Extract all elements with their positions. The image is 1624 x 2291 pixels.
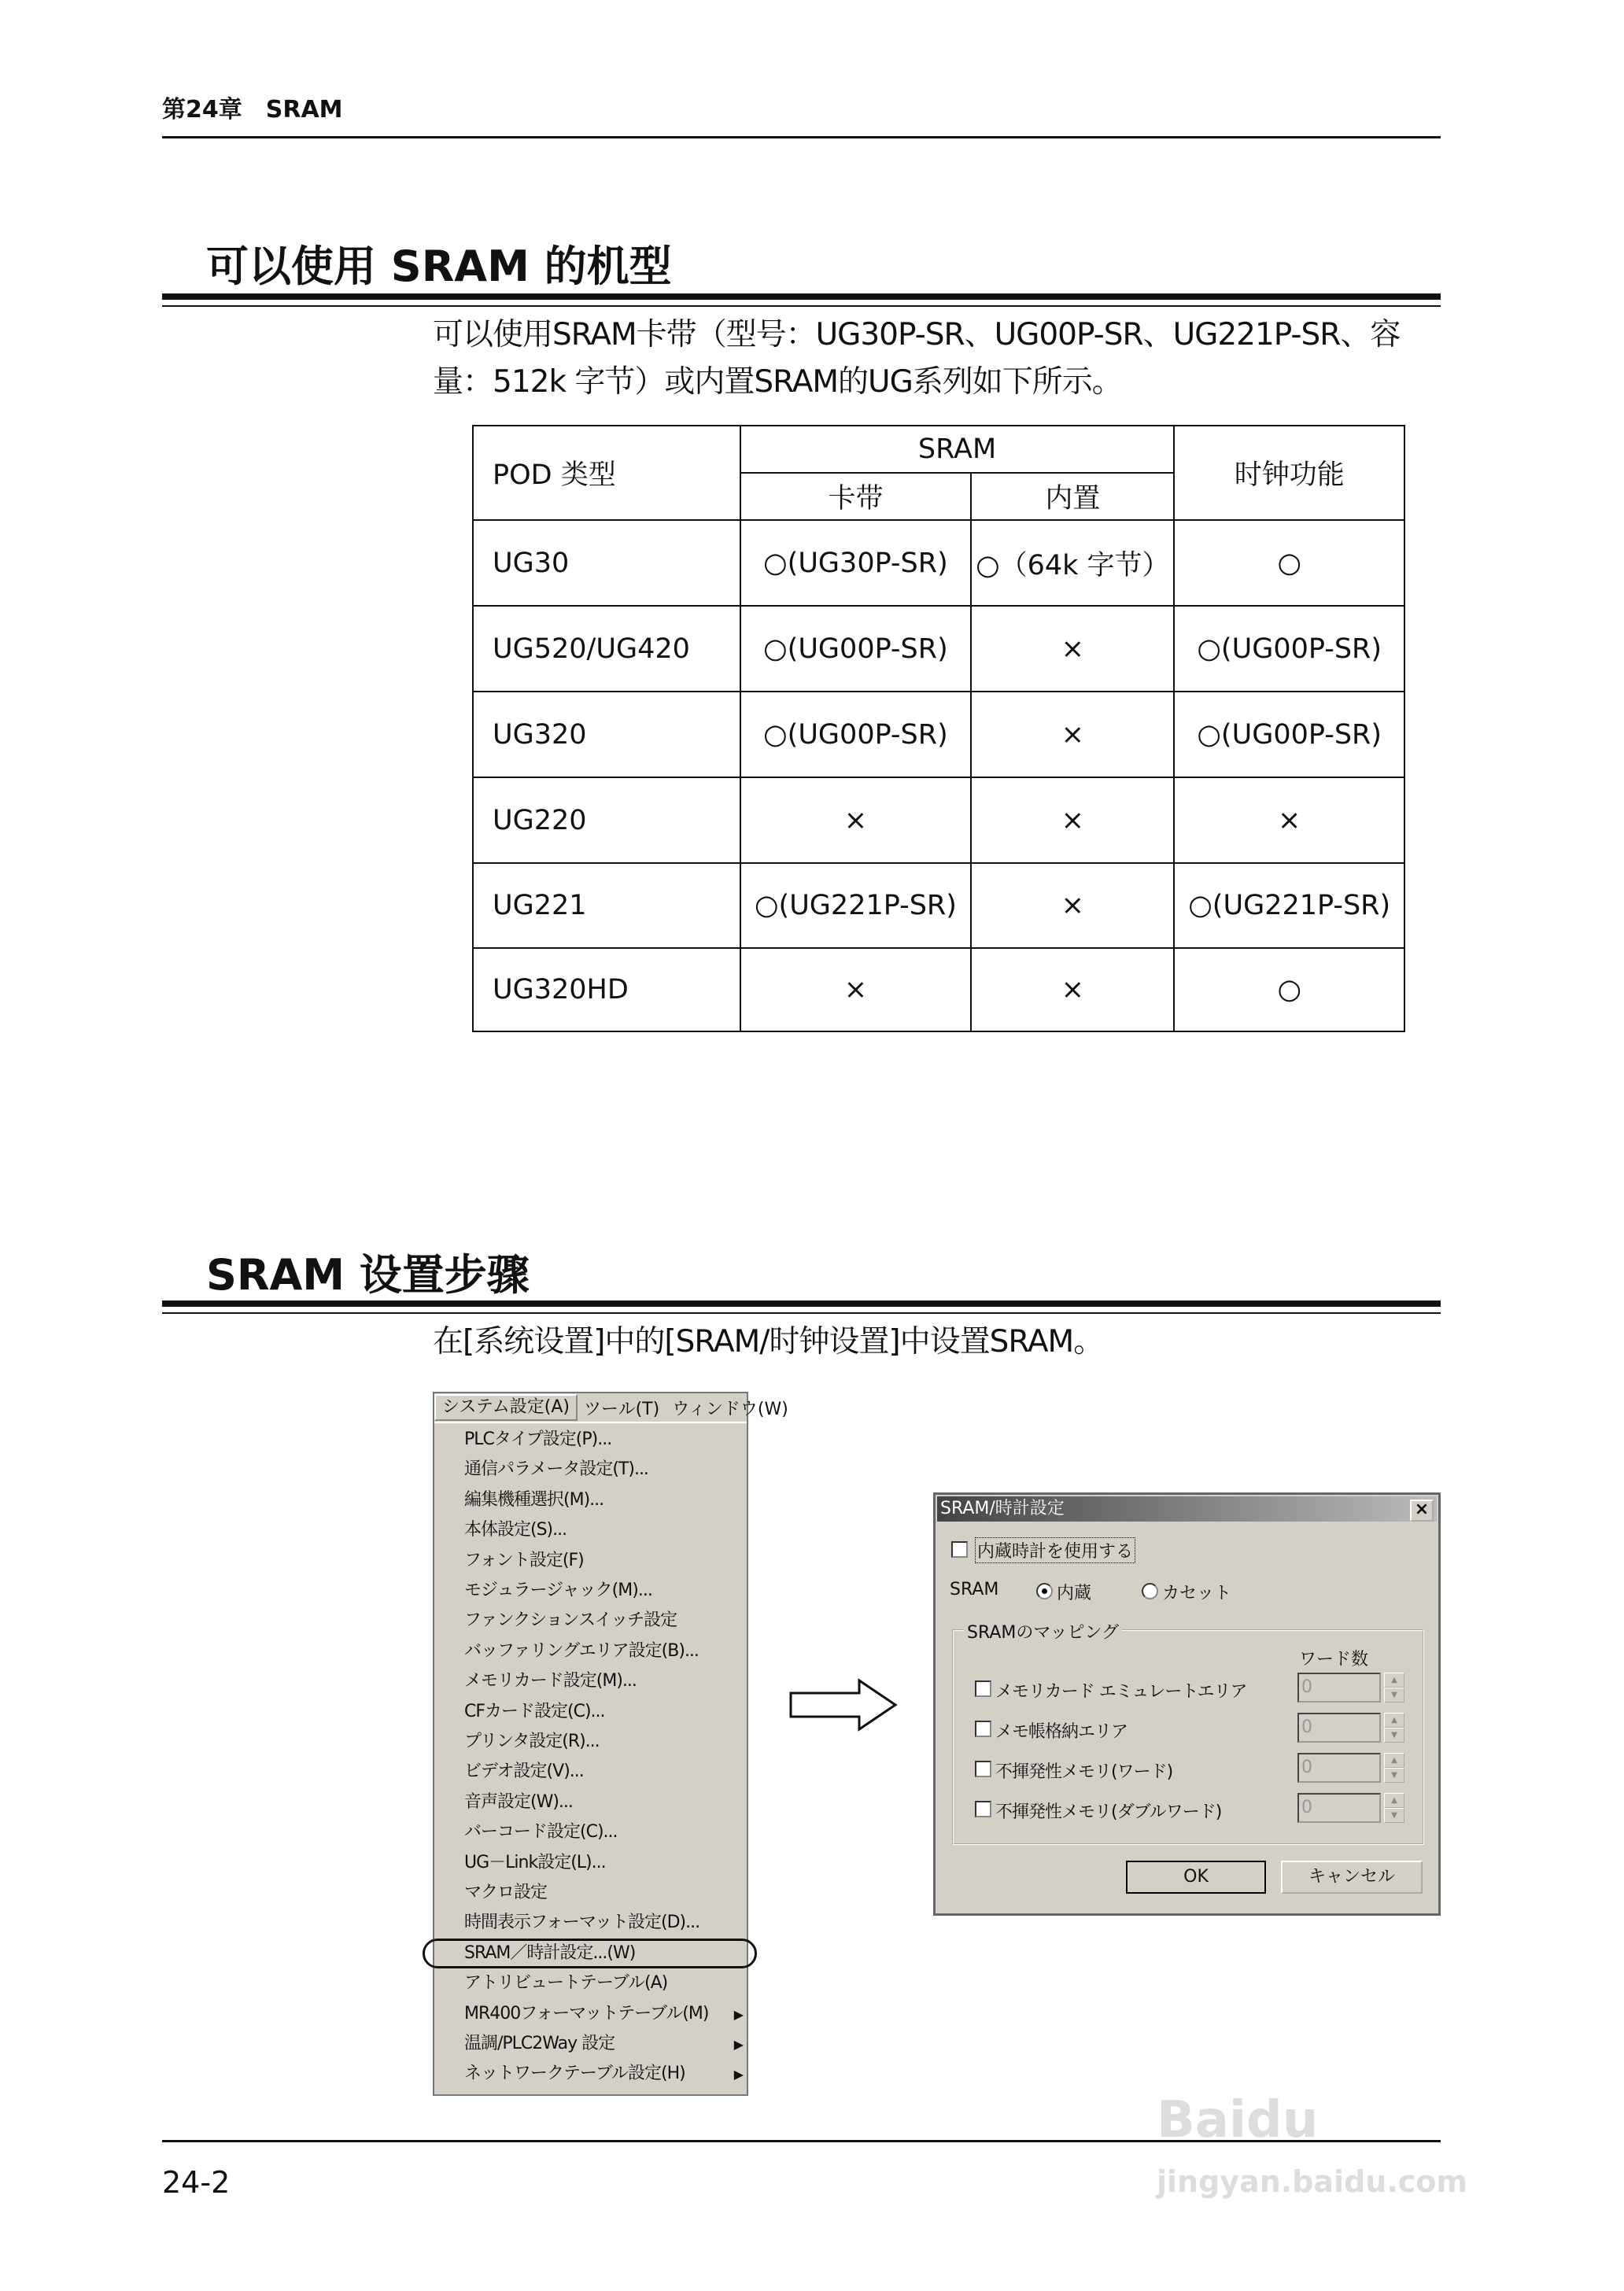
value-cell: × <box>971 948 1174 1031</box>
header-card: 卡带 <box>740 473 972 520</box>
cancel-button[interactable]: キャンセル <box>1281 1861 1423 1894</box>
model-cell: UG320HD <box>473 948 740 1031</box>
table-row <box>473 606 1404 692</box>
chapter-label: 第24章 <box>162 96 242 124</box>
sram-clock-dialog <box>933 1492 1441 1916</box>
submenu-arrow-icon: ▶ <box>733 2037 744 2052</box>
intro-line-1: 可以使用SRAM卡带（型号：UG30P-SR、UG00P-SR、UG221P-SR、容 <box>433 317 1401 352</box>
word-count-input[interactable]: 0 <box>1297 1713 1381 1743</box>
menu-item[interactable]: PLCタイプ設定(P)... <box>464 1430 612 1449</box>
section-rule <box>162 1300 1441 1307</box>
intro-line-2: 量：512k 字节）或内置SRAM的UG系列如下所示。 <box>433 364 1122 400</box>
value-cell: × <box>971 692 1174 777</box>
mapping-group-label: SRAMのマッピング <box>964 1619 1122 1644</box>
intro-paragraph <box>433 312 1400 406</box>
value-cell: × <box>971 606 1174 692</box>
word-count-spinner[interactable] <box>1384 1673 1404 1703</box>
radio-builtin[interactable] <box>1036 1583 1053 1599</box>
table-row <box>473 520 1404 606</box>
mapping-checkbox[interactable] <box>975 1680 991 1697</box>
value-cell: ○（64k 字节） <box>971 520 1174 606</box>
value-cell: × <box>740 948 972 1031</box>
dialog-title: SRAM/時計設定 <box>940 1499 1065 1518</box>
menu-bar <box>434 1393 788 1423</box>
menu-item[interactable]: 時間表示フォーマット設定(D)... <box>464 1913 700 1933</box>
mapping-label[interactable]: 不揮発性メモリ(ダブルワード) <box>995 1802 1222 1822</box>
spin-up-icon[interactable]: ▲ <box>1384 1793 1404 1808</box>
value-cell: × <box>1174 777 1404 863</box>
header-clock: 时钟功能 <box>1174 426 1404 520</box>
menu-item[interactable]: MR400フォーマットテーブル(M) <box>464 2003 709 2024</box>
spin-up-icon[interactable]: ▲ <box>1384 1753 1404 1768</box>
value-cell: ○(UG00P-SR) <box>1174 606 1404 692</box>
radio-cassette-label[interactable]: カセット <box>1162 1584 1232 1603</box>
value-cell: ○(UG00P-SR) <box>740 606 972 692</box>
word-count-input[interactable]: 0 <box>1297 1673 1381 1703</box>
header-builtin: 内置 <box>971 473 1174 520</box>
steps-paragraph: 在[系统设置]中的[SRAM/时钟设置]中设置SRAM。 <box>433 1324 1104 1359</box>
menu-item[interactable]: ファンクションスイッチ設定 <box>464 1610 677 1631</box>
menu-item[interactable]: SRAM／時計設定...(W) <box>464 1942 636 1963</box>
word-count-input[interactable]: 0 <box>1297 1793 1381 1823</box>
section-title-models: 可以使用 SRAM 的机型 <box>206 242 672 291</box>
section-rule <box>162 293 1441 300</box>
menu-item[interactable]: 音声設定(W)... <box>464 1791 573 1812</box>
value-cell: ○(UG221P-SR) <box>740 863 972 948</box>
value-cell: ○ <box>1174 948 1404 1031</box>
menu-window[interactable]: ウィンドウ(W) <box>672 1399 788 1419</box>
menu-item[interactable]: バーコード設定(C)... <box>464 1822 618 1843</box>
value-cell: × <box>971 863 1174 948</box>
menu-item[interactable]: アトリビュートテーブル(A) <box>464 1973 668 1994</box>
model-cell: UG520/UG420 <box>473 606 740 692</box>
spin-down-icon[interactable]: ▼ <box>1384 1768 1404 1783</box>
arrow-right-icon <box>788 1677 899 1732</box>
mapping-checkbox[interactable] <box>975 1761 991 1777</box>
model-cell: UG220 <box>473 777 740 863</box>
spin-up-icon[interactable]: ▲ <box>1384 1713 1404 1728</box>
table-row <box>473 948 1404 1031</box>
radio-builtin-label[interactable]: 内蔵 <box>1057 1584 1092 1603</box>
mapping-label[interactable]: メモリカード エミュレートエリア <box>995 1682 1247 1702</box>
menu-item[interactable]: ネットワークテーブル設定(H) <box>464 2064 685 2084</box>
menu-item[interactable]: モジュラージャック(M)... <box>464 1581 652 1600</box>
section-title-steps: SRAM 设置步骤 <box>206 1250 530 1300</box>
menu-item[interactable]: フォント設定(F) <box>464 1550 584 1570</box>
spin-down-icon[interactable]: ▼ <box>1384 1808 1404 1823</box>
spin-up-icon[interactable]: ▲ <box>1384 1673 1404 1688</box>
header-pod: POD 类型 <box>473 426 740 520</box>
word-count-spinner[interactable] <box>1384 1713 1404 1743</box>
menu-item[interactable]: UG－Link設定(L)... <box>464 1852 606 1872</box>
mapping-checkbox[interactable] <box>975 1721 991 1737</box>
header-sram: SRAM <box>740 426 1175 473</box>
header-rule <box>162 136 1441 138</box>
close-button[interactable]: × <box>1410 1500 1434 1522</box>
value-cell: ○ <box>1174 520 1404 606</box>
radio-cassette[interactable] <box>1142 1583 1158 1599</box>
value-cell: ○(UG30P-SR) <box>740 520 972 606</box>
table-row <box>473 777 1404 863</box>
model-cell: UG320 <box>473 692 740 777</box>
mapping-checkbox[interactable] <box>975 1801 991 1817</box>
menu-item[interactable]: マクロ設定 <box>464 1883 548 1902</box>
menu-item[interactable]: メモリカード設定(M)... <box>464 1671 637 1692</box>
word-count-spinner[interactable] <box>1384 1793 1404 1823</box>
value-cell: ○(UG221P-SR) <box>1174 863 1404 948</box>
model-cell: UG221 <box>473 863 740 948</box>
dialog-title-bar <box>937 1496 1437 1522</box>
mapping-label[interactable]: 不揮発性メモリ(ワード) <box>995 1762 1173 1782</box>
menu-tools[interactable]: ツール(T) <box>584 1399 660 1419</box>
menu-item[interactable]: 編集機種選択(M)... <box>464 1489 604 1510</box>
menu-item[interactable]: ビデオ設定(V)... <box>464 1762 584 1782</box>
system-settings-menu <box>433 1392 788 2096</box>
menu-item[interactable]: プリンタ設定(R)... <box>464 1732 600 1751</box>
baidu-watermark-logo: Baidu jingyan.baidu.com <box>1157 2091 1467 2200</box>
sram-label: SRAM <box>950 1580 999 1599</box>
value-cell: ○(UG00P-SR) <box>740 692 972 777</box>
value-cell: ○(UG00P-SR) <box>1174 692 1404 777</box>
section-rule-thin <box>162 1312 1441 1314</box>
menu-system-settings[interactable]: システム設定(A) <box>434 1394 578 1421</box>
word-count-spinner[interactable] <box>1384 1753 1404 1783</box>
page-number: 24-2 <box>162 2165 231 2200</box>
model-table <box>472 425 1405 1032</box>
spin-down-icon[interactable]: ▼ <box>1384 1688 1404 1703</box>
highlight-oval <box>423 1939 757 1968</box>
chapter-topic: SRAM <box>265 96 343 124</box>
menu-item[interactable]: バッファリングエリア設定(B)... <box>464 1640 699 1661</box>
mapping-label[interactable]: メモ帳格納エリア <box>995 1722 1128 1742</box>
submenu-arrow-icon: ▶ <box>733 2067 744 2083</box>
use-clock-label[interactable]: 内蔵時計を使用する <box>975 1537 1135 1563</box>
table-row <box>473 863 1404 948</box>
submenu-arrow-icon: ▶ <box>733 2006 744 2022</box>
word-count-input[interactable]: 0 <box>1297 1753 1381 1783</box>
table-row <box>473 692 1404 777</box>
menu-item[interactable]: 本体設定(S)... <box>464 1520 567 1540</box>
model-cell: UG30 <box>473 520 740 606</box>
spin-down-icon[interactable]: ▼ <box>1384 1728 1404 1743</box>
menu-item[interactable]: CFカード設定(C)... <box>464 1701 605 1721</box>
ok-button[interactable]: OK <box>1126 1861 1266 1894</box>
section-rule-thin <box>162 305 1441 307</box>
value-cell: × <box>971 777 1174 863</box>
value-cell: × <box>740 777 972 863</box>
menu-item[interactable]: 通信パラメータ設定(T)... <box>464 1459 648 1480</box>
word-count-label: ワード数 <box>1299 1650 1369 1669</box>
menu-item[interactable]: 温調/PLC2Way 設定 <box>464 2034 615 2053</box>
use-clock-checkbox[interactable] <box>951 1541 968 1558</box>
running-header <box>162 90 367 124</box>
